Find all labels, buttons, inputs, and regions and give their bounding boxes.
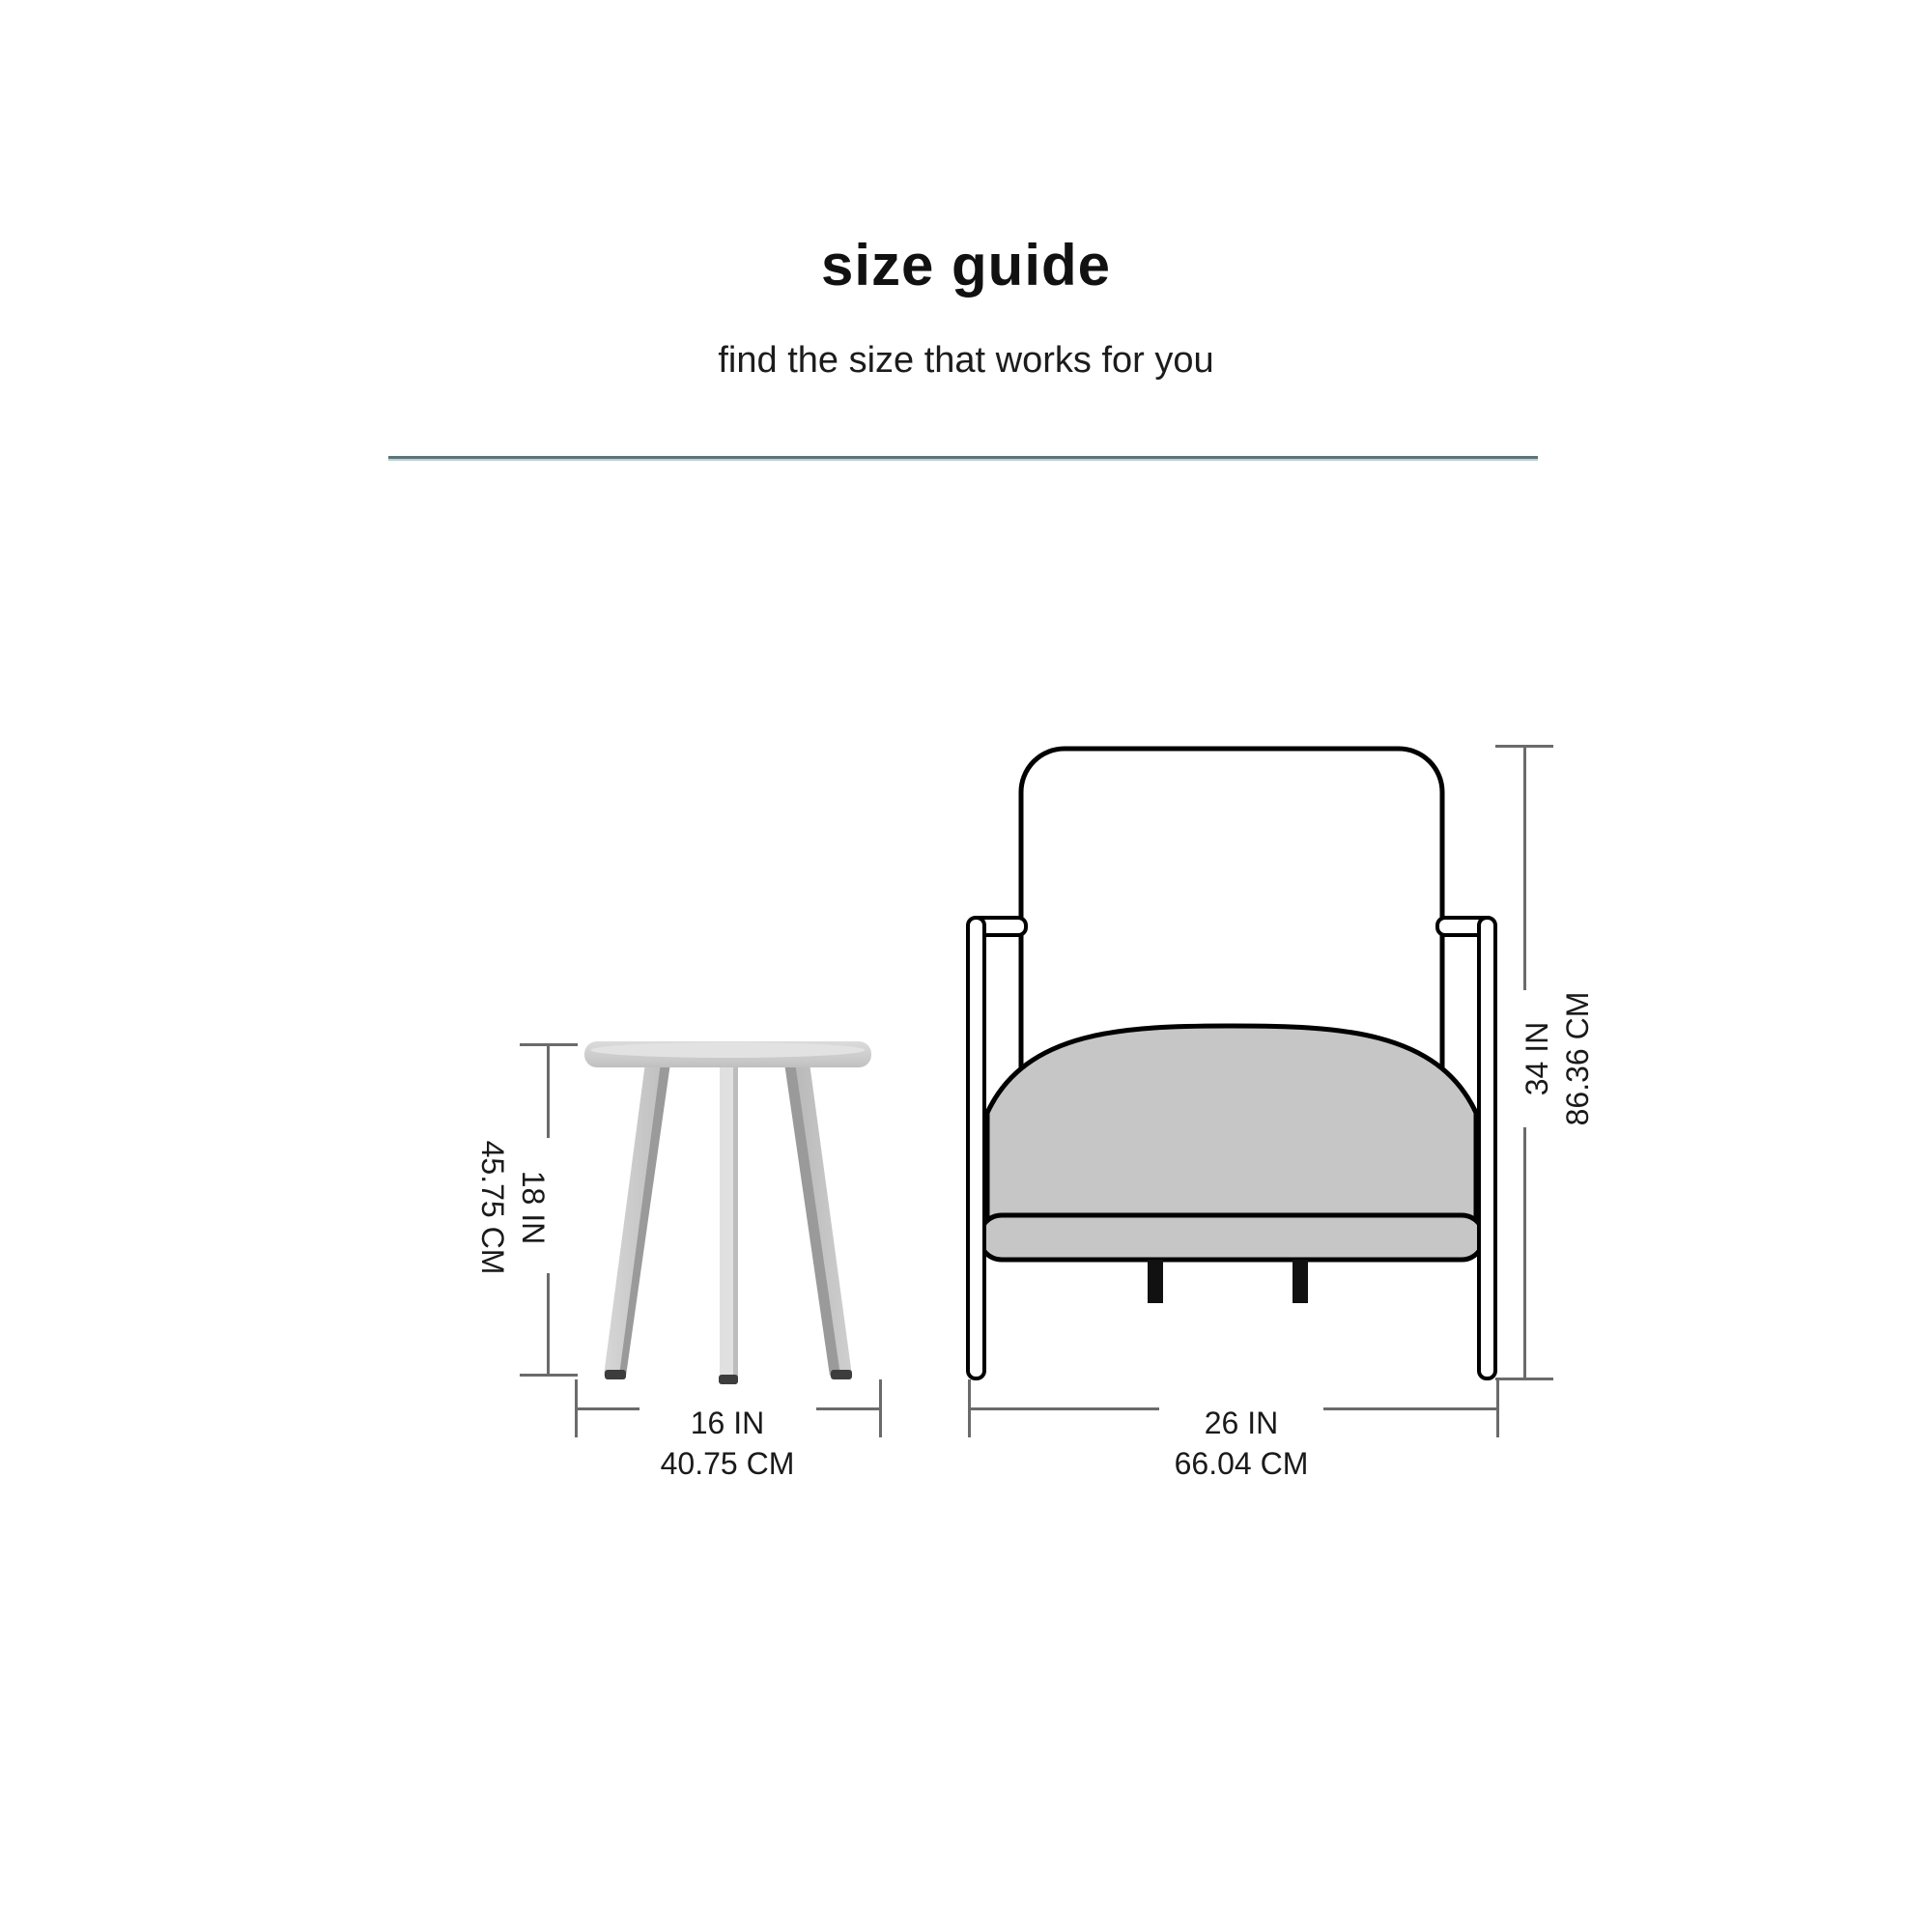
table-height-inches: 18 IN xyxy=(516,1170,551,1245)
table-center-leg xyxy=(719,1063,738,1384)
chair-width-label xyxy=(1096,1403,1386,1484)
divider-line xyxy=(388,456,1538,461)
table-left-leg xyxy=(604,1063,670,1379)
armchair-illustration xyxy=(961,739,1507,1386)
table-height-dim-bottom-cap xyxy=(520,1374,578,1377)
chair-lower-cushion xyxy=(980,1215,1484,1260)
chair-width-dim-right-cap xyxy=(1496,1379,1499,1437)
chair-height-label xyxy=(1517,914,1598,1204)
chair-width-inches: 26 IN xyxy=(1204,1406,1279,1440)
page-subtitle: find the size that works for you xyxy=(718,340,1214,381)
table-height-centimeters: 45.75 CM xyxy=(475,1140,510,1275)
table-width-inches: 16 IN xyxy=(690,1406,765,1440)
chair-width-centimeters: 66.04 CM xyxy=(1174,1446,1309,1481)
chair-center-leg-left xyxy=(1148,1260,1163,1303)
table-width-dim-right-cap xyxy=(879,1379,882,1437)
chair-seat-cushion xyxy=(987,1026,1476,1227)
chair-height-dim-bottom-cap xyxy=(1495,1378,1553,1380)
table-width-label xyxy=(582,1403,872,1484)
side-table-illustration xyxy=(575,1034,884,1391)
chair-center-leg-right xyxy=(1293,1260,1308,1303)
table-top-surface xyxy=(591,1042,866,1058)
page-title: size guide xyxy=(820,233,1112,298)
table-width-centimeters: 40.75 CM xyxy=(660,1446,795,1481)
chair-height-centimeters: 86.36 CM xyxy=(1560,991,1595,1126)
table-height-label xyxy=(472,1063,554,1352)
chair-height-inches: 34 IN xyxy=(1520,1021,1554,1096)
table-right-leg xyxy=(784,1063,852,1379)
